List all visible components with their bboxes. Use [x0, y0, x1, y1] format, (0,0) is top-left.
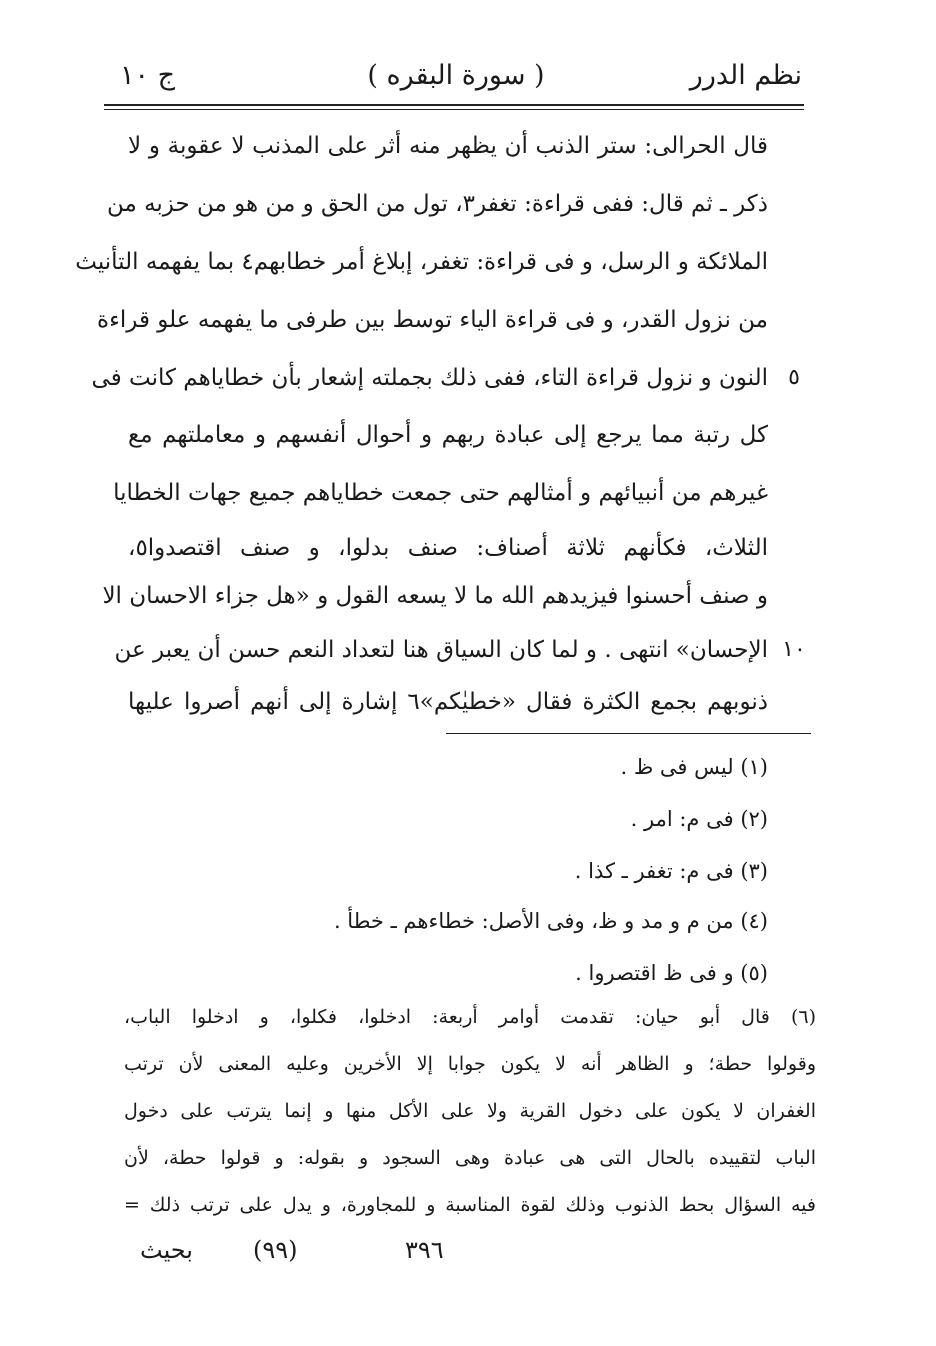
- text-line: من نزول القدر، و فى قراءة الياء توسط بين طرفى ما يفهمه علو قراءة: [97, 307, 768, 333]
- text-line: ذكر ـ ثم قال: ففى قراءة: تغفر٣، تول من الحق و من هو من حزبه من: [106, 191, 768, 217]
- volume-label: ج ١٠: [120, 60, 176, 91]
- text-line: الإحسان» انتهى . و لما كان السياق هنا لتعداد النعم حسن أن يعبر عن: [114, 637, 768, 663]
- footnote-line: فيه السؤال بحط الذنوب وذلك لقوة المناسبة و للمجاورة، و يدل على ترتب ذلك =: [124, 1194, 816, 1216]
- footnote-rule: [446, 733, 811, 734]
- text-line: الملائكة و الرسل، و فى قراءة: تغفر، إبلاغ أمر خطابهم٤ بما يفهمه التأنيث: [75, 249, 768, 275]
- text-line: و صنف أحسنوا فيزيدهم الله ما لا يسعه القول و «هل جزاء الاحسان الا: [102, 583, 768, 609]
- footnote-line: (٦) قال أبو حيان: تقدمت أوامر أربعة: ادخلوا، فكلوا، و ادخلوا الباب،: [124, 1006, 816, 1028]
- catchword: بحيث: [140, 1236, 193, 1264]
- text-line: قال الحرالى: ستر الذنب أن يظهر منه أثر على المذنب لا عقوبة و لا: [128, 133, 768, 159]
- text-line: ذنوبهم بجمع الكثرة فقال «خطيٰكم»٦ إشارة إلى أنهم أصروا عليها: [128, 689, 768, 715]
- footnote-line: الباب لتقييده بالحال التى هى عبادة وهى السجود و بقوله: و قولوا حطة، لأن: [124, 1147, 816, 1169]
- sheet-number: (٩٩): [253, 1236, 298, 1264]
- page-number: ٣٩٦: [405, 1236, 444, 1264]
- footnote-line: وقولوا حطة؛ و الظاهر أنه لا يكون جوابا إلا الأخرين وعليه المعنى لأن ترتب: [124, 1053, 816, 1075]
- footnote: (٢) فى م: امر .: [630, 807, 768, 831]
- surah-title: ( سورة البقره ): [367, 60, 545, 91]
- footnote: (٣) فى م: تغفر ـ كذا .: [574, 859, 768, 883]
- header-rule-thin: [104, 109, 804, 110]
- line-number: ١٠: [782, 637, 806, 662]
- line-number: ٥: [788, 365, 800, 390]
- text-line: غيرهم من أنبيائهم و أمثالهم حتى جمعت خطاياهم جميع جهات الخطايا: [113, 480, 768, 506]
- book-title: نظم الدرر: [689, 60, 802, 91]
- page-header: [110, 56, 802, 96]
- text-line: الثلاث، فكأنهم ثلاثة أصناف: صنف بدلوا، و صنف اقتصدوا٥،: [128, 535, 768, 561]
- text-line: كل رتبة مما يرجع إلى عبادة ربهم و أحوال أنفسهم و معاملتهم مع: [128, 422, 768, 448]
- text-line: النون و نزول قراءة التاء، ففى ذلك بجملته إشعار بأن خطاياهم كانت فى: [91, 365, 768, 391]
- header-rule-thick: [104, 104, 804, 106]
- footnote: (١) ليس فى ظ .: [620, 755, 768, 779]
- footnote: (٤) من م و مد و ظ، وفى الأصل: خطاءهم ـ خطأ .: [333, 909, 768, 933]
- footnote-line: الغفران لا يكون على دخول القرية ولا على الأكل منها و إنما يترتب على دخول: [124, 1100, 816, 1122]
- footnote: (٥) و فى ظ اقتصروا .: [575, 961, 768, 985]
